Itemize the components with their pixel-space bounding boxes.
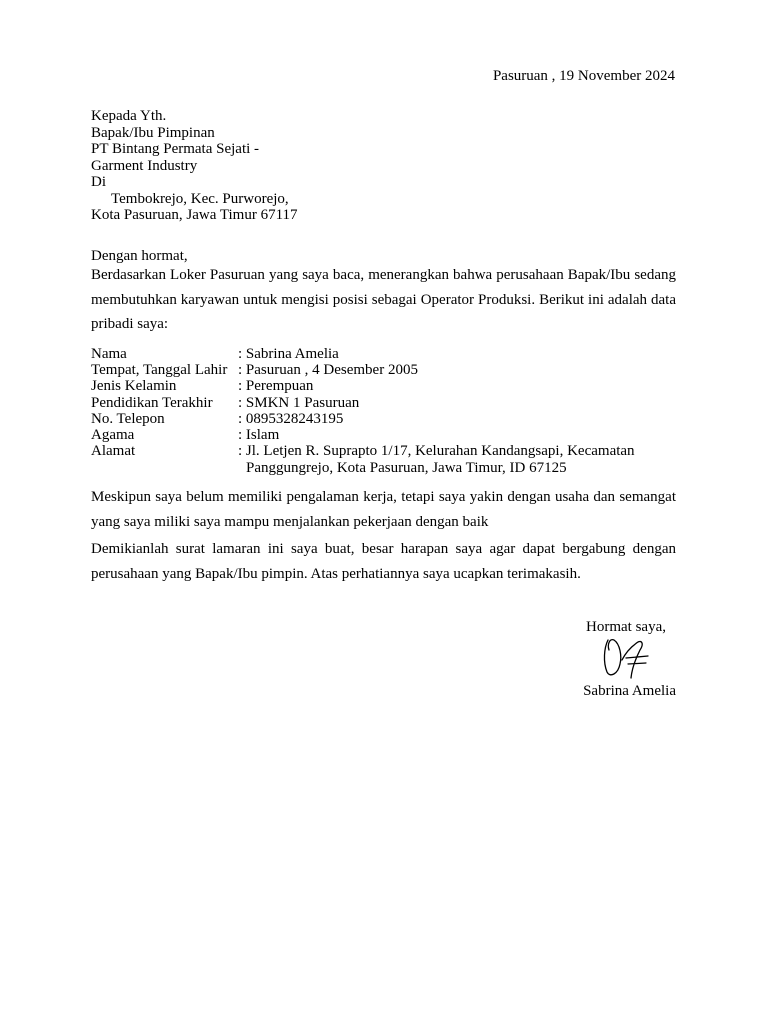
detail-row: [91, 346, 635, 362]
detail-label: Jenis Kelamin: [91, 378, 177, 395]
detail-label: Alamat: [91, 443, 136, 460]
detail-value-multiline: [238, 443, 635, 477]
recipient-line: Tembokrejo, Kec. Purworejo,: [111, 190, 289, 207]
letter-date: Pasuruan , 19 November 2024: [492, 68, 675, 84]
greeting: Dengan hormat,: [91, 248, 188, 264]
detail-row: [91, 443, 635, 477]
signer-name: Sabrina Amelia: [583, 683, 676, 699]
detail-value: : 0895328243195: [238, 410, 344, 427]
recipient-line: Kota Pasuruan, Jawa Timur 67117: [91, 207, 298, 223]
address-line-1: : Jl. Letjen R. Suprapto 1/17, Kelurahan Kandangsapi, Kecamatan: [238, 443, 635, 460]
detail-label: Agama: [91, 426, 135, 443]
handwritten-signature: [598, 634, 658, 680]
detail-row: [91, 427, 635, 443]
detail-row: [91, 395, 635, 411]
detail-label: No. Telepon: [91, 410, 165, 427]
detail-value: : Pasuruan , 4 Desember 2005: [238, 362, 418, 379]
detail-label: Nama: [91, 346, 127, 362]
recipient-line: Bapak/Ibu Pimpinan: [91, 124, 215, 141]
detail-label: Pendidikan Terakhir: [91, 394, 213, 411]
personal-details: [91, 346, 635, 477]
detail-value: : SMKN 1 Pasuruan: [238, 394, 360, 411]
detail-row: [91, 378, 635, 394]
intro-paragraph: Berdasarkan Loker Pasuruan yang saya baca, menerangkan bahwa perusahaan Bapak/Ibu sedang membutuhkan karyawan untuk mengisi posisi sebagai Operator Produksi. Berikut ini adalah data pribadi saya:: [91, 267, 676, 332]
detail-value: : Islam: [238, 426, 280, 443]
closing-salutation: Hormat saya,: [586, 619, 666, 635]
recipient-line: Kepada Yth.: [91, 108, 167, 124]
recipient-line: PT Bintang Permata Sejati -: [91, 141, 260, 157]
recipient-address: [91, 108, 298, 224]
detail-label: Tempat, Tanggal Lahir: [91, 362, 228, 379]
address-line-2: Panggungrejo, Kota Pasuruan, Jawa Timur, ID 67125: [246, 459, 567, 476]
recipient-line: Di: [91, 174, 106, 190]
closing-paragraph: Demikianlah surat lamaran ini saya buat, besar harapan saya agar dapat bergabung dengan perusahaan yang Bapak/Ibu pimpin. Atas perhatiannya saya ucapkan terimakasih.: [91, 541, 676, 582]
detail-value: : Perempuan: [238, 378, 314, 395]
detail-row: [91, 362, 635, 378]
recipient-line: Garment Industry: [91, 157, 198, 174]
experience-paragraph: Meskipun saya belum memiliki pengalaman kerja, tetapi saya yakin dengan usaha dan semangat yang saya miliki saya mampu menjalankan pekerjaan dengan baik: [91, 489, 676, 530]
detail-value: : Sabrina Amelia: [238, 346, 339, 362]
detail-row: [91, 411, 635, 427]
